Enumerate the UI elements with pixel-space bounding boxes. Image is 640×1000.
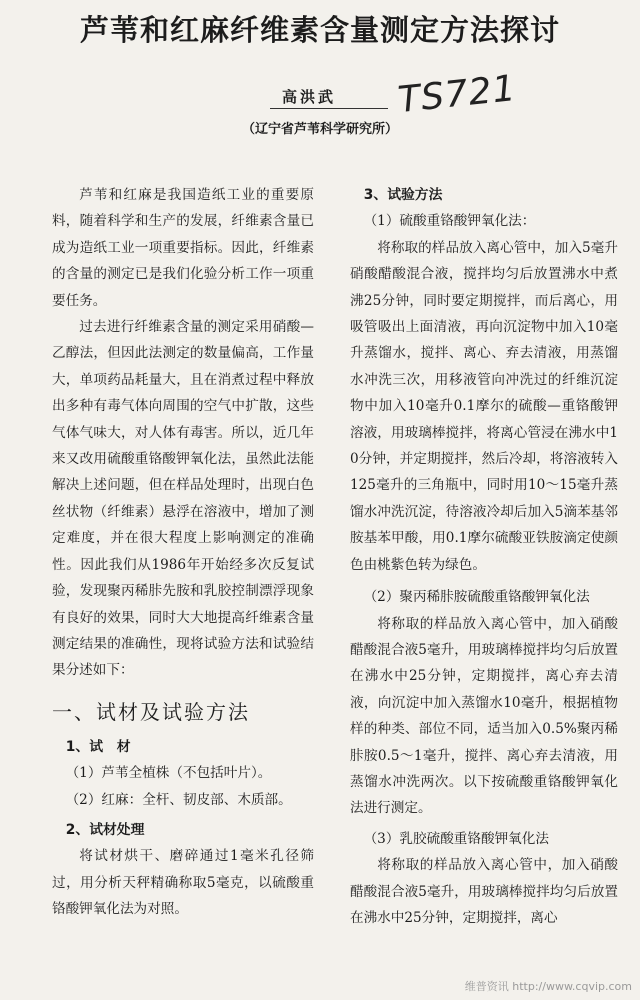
handwritten-classification-mark: TS721 [396,67,519,122]
subsection-methods-heading: 3、试验方法 [363,187,443,203]
intro-paragraph-2: 过去进行纤维素含量的测定采用硝酸—乙醇法，但因此法测定的数量偏高，工作量大，单项药品耗量大，且在消煮过程中释放出多种有毒气体向周围的空气中扩散，这些气体气味大，对人体有毒害。所以，近几年来又改用硫酸重铬酸钾氧化法，虽然此法能解决上述问题，但在样品处理时，出现白色丝状物（纤维素）悬浮在溶液中，增加了测定难度，并在很大程度上影响测定的准确性。因此我们从1986年开始经多次反复试验，发现聚丙稀胩先胺和乳胶控制漂浮现象有良好的效果，同时大大地提高纤维素含量测定结果的准确性，现将试验方法和试验结果分述如下： [52,319,314,679]
method-1-heading: （1）硫酸重铬酸钾氧化法： [363,213,536,230]
material-item-reed: （1）芦苇全植株（不包括叶片）。 [65,765,272,782]
intro-paragraph-1: 芦苇和红麻是我国造纸工业的重要原料，随着科学和生产的发展，纤维素含量已成为造纸工业一项重要指标。因此，纤维素的含量的测定已是我们化验分析工作一项重要任务。 [52,187,314,309]
method-3-paragraph: 将称取的样品放入离心管中，加入硝酸醋酸混合液5毫升，用玻璃棒搅拌均匀后放置在沸水中25分钟，定期搅拌，离心 [350,857,618,926]
author-affiliation: （辽宁省芦苇科学研究所） [241,122,398,137]
material-item-kenaf: （2）红麻：全杆、韧皮部、木质部。 [65,791,292,808]
method-2-paragraph: 将称取的样品放入离心管中，加入硝酸醋酸混合液5毫升，用玻璃棒搅拌均匀后放置在沸水中25分钟，定期搅拌，离心弃去清液，向沉淀中加入蒸馏水10毫升，根据植物样的种类、部位不同，适当加入0.5%聚丙稀胩胺0.5～1毫升，搅拌、离心弃去清液，用蒸馏水冲洗两次。以下按硫酸重铬酸钾氧化法进行测定。 [350,615,618,817]
article-title: 芦苇和红麻纤维素含量测定方法探讨 [79,13,560,47]
author-underline [270,108,388,109]
method-3-heading: （3）乳胶硫酸重铬酸钾氧化法 [363,830,549,847]
section-1-heading: 一、试材及试验方法 [52,699,250,724]
processing-paragraph: 将试材烘干、磨碎通过1毫米孔径筛过，用分析天秤精确称取5毫克，以硫酸重铬酸钾氧化法为对照。 [52,848,314,918]
method-2-heading: （2）聚丙稀胩胺硫酸重铬酸钾氧化法 [363,589,590,606]
source-watermark: 维普资讯 http://www.cqvip.com [464,980,632,993]
method-1-paragraph: 将称取的样品放入离心管中，加入5毫升硝酸醋酸混合液，搅拌均匀后放置沸水中煮沸25分钟，同时要定期搅拌，而后离心，用吸管吸出上面清液，再向沉淀物中加入10毫升蒸馏水，搅拌、离心、弃去清液，用蒸馏水冲洗三次，用移液管向冲洗过的纤维沉淀物中加入10毫升0.1摩尔的硫酸—重铬酸钾溶液，用玻璃棒搅拌，将离心管浸在沸水中10分钟，并定期搅拌，然后冷却，将溶液转入125毫升的三角瓶中，同时用10～15毫升蒸馏水冲洗沉淀，待溶液冷却后加入5滴苯基邻胺基苯甲酸，用0.1摩尔硫酸亚铁胺滴定使颜色由桃紫色转为绿色。 [350,239,618,573]
subsection-materials-heading: 1、试 材 [65,738,131,755]
left-column [52,182,314,923]
subsection-processing-heading: 2、试材处理 [65,821,145,838]
right-column [350,182,618,931]
author-name: 高洪武 [282,88,337,106]
